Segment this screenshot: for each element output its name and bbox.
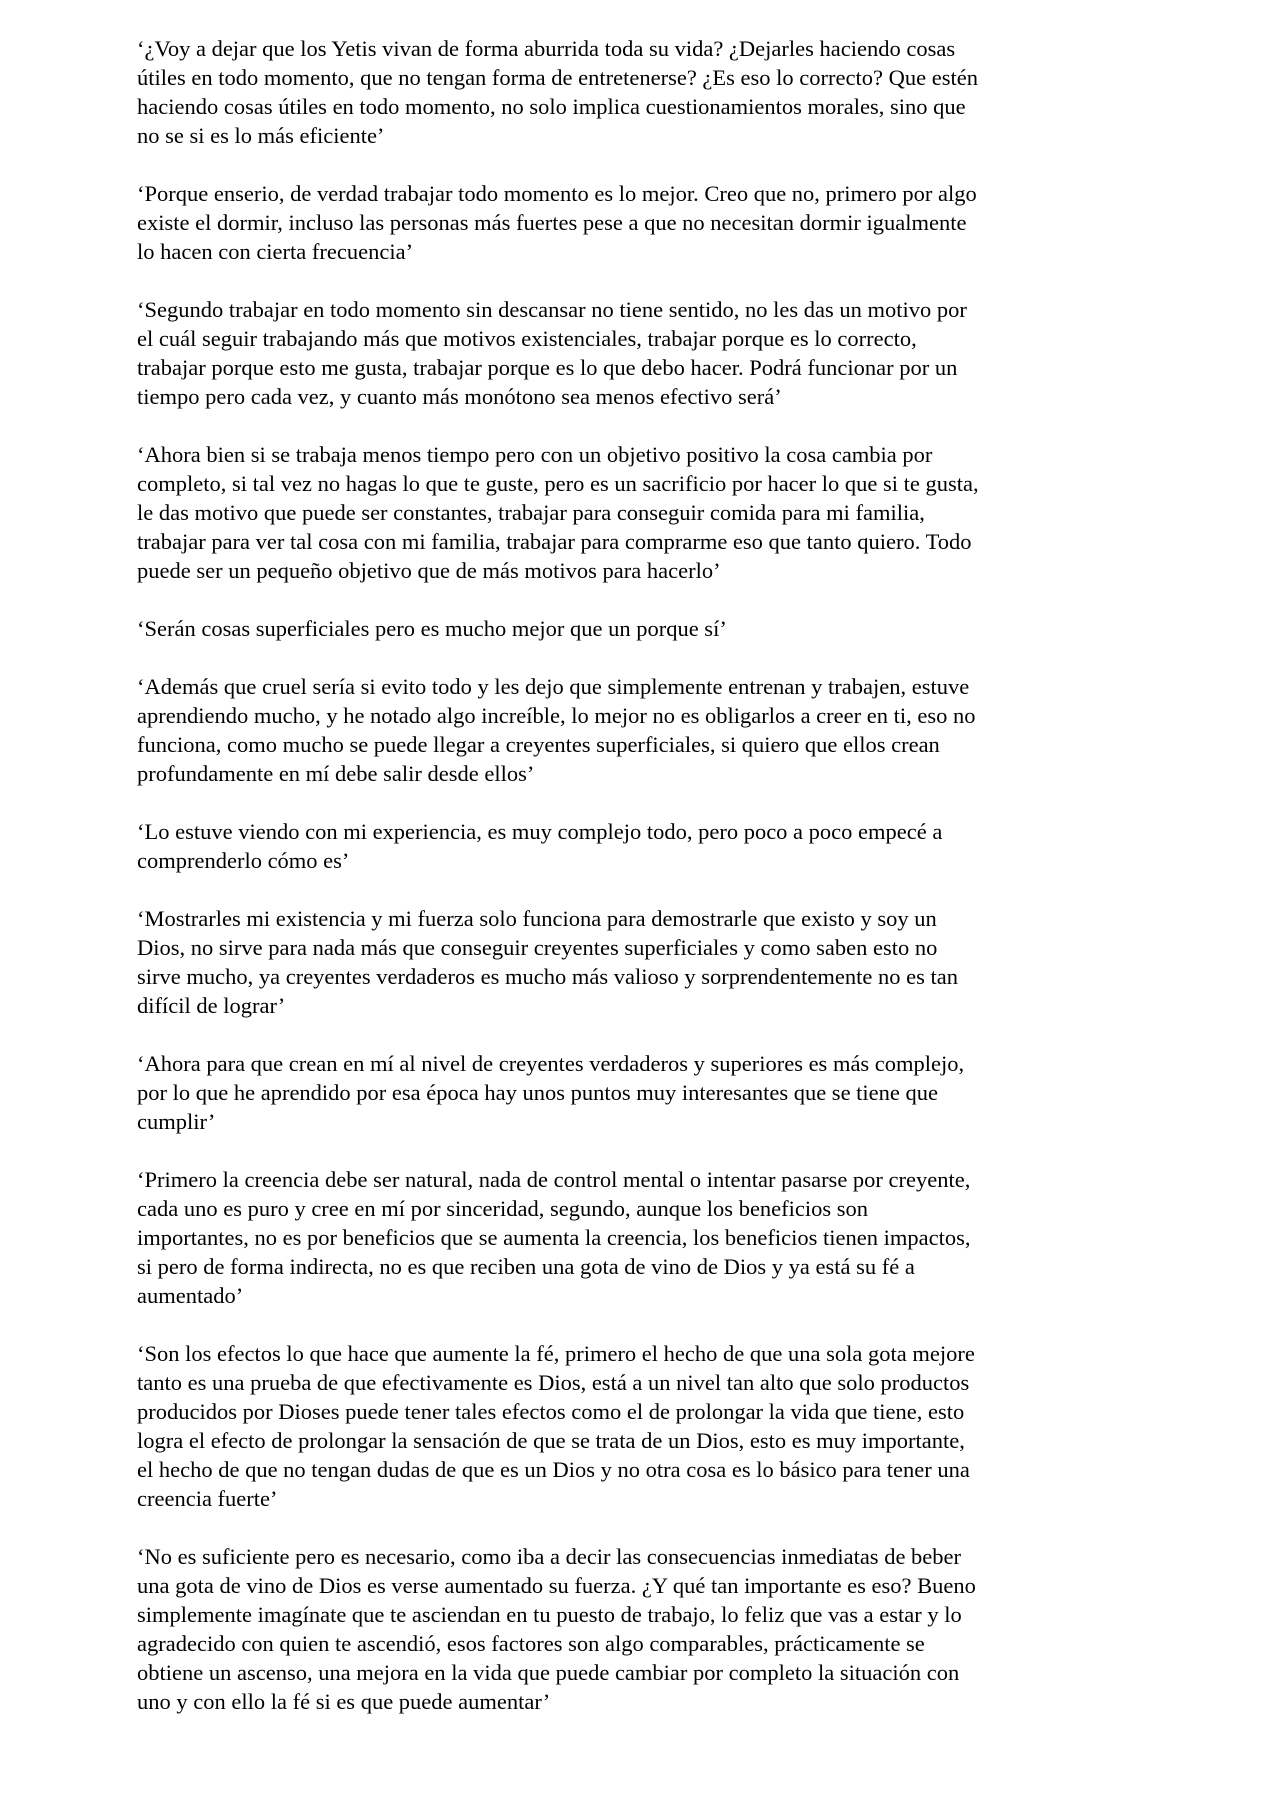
paragraph: ‘Son los efectos lo que hace que aumente la fé, primero el hecho de que una sola gota mejore tanto es una prueba de que efectivamente es Dios, está a un nivel tan alto que solo productos producidos por Dioses puede tener tales efectos como el de prolongar la vida que tiene, esto logra el efecto de prolongar la sensación de que se trata de un Dios, esto es muy importante, el hecho de que no tengan dudas de que es un Dios y no otra cosa es lo básico para tener una creencia fuerte’ [137, 1341, 975, 1511]
paragraph: ‘Lo estuve viendo con mi experiencia, es muy complejo todo, pero poco a poco empecé a comprenderlo cómo es’ [137, 819, 943, 873]
paragraph: ‘Ahora bien si se trabaja menos tiempo pero con un objetivo positivo la cosa cambia por completo, si tal vez no hagas lo que te guste, pero es un sacrificio por hacer lo que si te gusta, le das motivo que puede ser constantes, trabajar para conseguir comida para mi familia, trabajar para ver tal cosa con mi familia, trabajar para comprarme eso que tanto quiero. Todo puede ser un pequeño objetivo que de más motivos para hacerlo’ [137, 442, 979, 583]
paragraph: ‘¿Voy a dejar que los Yetis vivan de forma aburrida toda su vida? ¿Dejarles haciendo cosas útiles en todo momento, que no tengan forma de entretenerse? ¿Es eso lo correcto? Que estén haciendo cosas útiles en todo momento, no solo implica cuestionamientos morales, sino que no se si es lo más eficiente’ [137, 36, 978, 148]
paragraph: ‘Primero la creencia debe ser natural, nada de control mental o intentar pasarse por creyente, cada uno es puro y cree en mí por sinceridad, segundo, aunque los beneficios son importantes, no es por beneficios que se aumenta la creencia, los beneficios tienen impactos, si pero de forma indirecta, no es que reciben una gota de vino de Dios y ya está su fé a aumentado’ [137, 1167, 971, 1308]
paragraph: ‘Mostrarles mi existencia y mi fuerza solo funciona para demostrarle que existo y soy un Dios, no sirve para nada más que conseguir creyentes superficiales y como saben esto no sirve mucho, ya creyentes verdaderos es mucho más valioso y sorprendentemente no es tan difícil de lograr’ [137, 906, 958, 1018]
paragraph: ‘No es suficiente pero es necesario, como iba a decir las consecuencias inmediatas de beber una gota de vino de Dios es verse aumentado su fuerza. ¿Y qué tan importante es eso? Bueno simplemente imagínate que te asciendan en tu puesto de trabajo, lo feliz que vas a estar y lo agradecido con quien te ascendió, esos factores son algo comparables, prácticamente se obtiene un ascenso, una mejora en la vida que puede cambiar por completo la situación con uno y con ello la fé si es que puede aumentar’ [137, 1544, 976, 1714]
paragraph: ‘Serán cosas superficiales pero es mucho mejor que un porque sí’ [137, 616, 727, 641]
paragraph: ‘Segundo trabajar en todo momento sin descansar no tiene sentido, no les das un motivo por el cuál seguir trabajando más que motivos existenciales, trabajar porque es lo correcto, trabajar porque esto me gusta, trabajar porque es lo que debo hacer. Podrá funcionar por un tiempo pero cada vez, y cuanto más monótono sea menos efectivo será’ [137, 297, 967, 409]
paragraph: ‘Ahora para que crean en mí al nivel de creyentes verdaderos y superiores es más complejo, por lo que he aprendido por esa época hay unos puntos muy interesantes que se tiene que cumplir’ [137, 1051, 965, 1134]
paragraph: ‘Además que cruel sería si evito todo y les dejo que simplemente entrenan y trabajen, estuve aprendiendo mucho, y he notado algo increíble, lo mejor no es obligarlos a creer en ti, eso no funciona, como mucho se puede llegar a creyentes superficiales, si quiero que ellos crean profundamente en mí debe salir desde ellos’ [137, 674, 976, 786]
paragraph: ‘Porque enserio, de verdad trabajar todo momento es lo mejor. Creo que no, primero por algo existe el dormir, incluso las personas más fuertes pese a que no necesitan dormir igualmente lo hacen con cierta frecuencia’ [137, 181, 977, 264]
